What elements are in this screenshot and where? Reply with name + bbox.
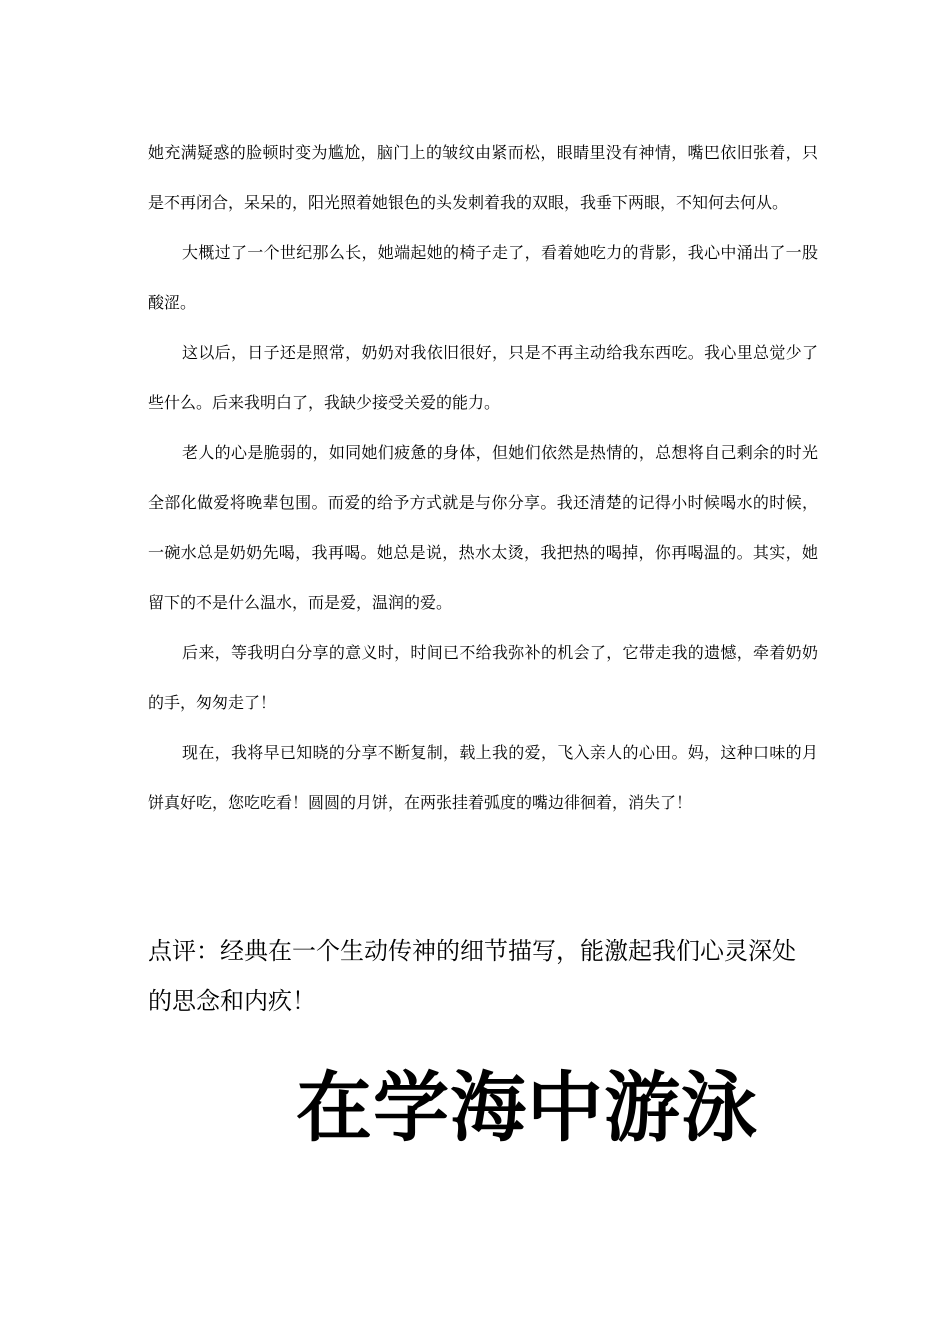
paragraph-4: 老人的心是脆弱的，如同她们疲惫的身体，但她们依然是热情的，总想将自己剩余的时光全部化做爱将晚辈包围。而爱的给予方式就是与你分享。我还清楚的记得小时候喝水的时候，一碗水总是奶奶先喝，我再喝。她总是说，热水太烫，我把热的喝掉，你再喝温的。其实，她留下的不是什么温水，而是爱，温润的爱。 — [148, 443, 818, 612]
essay-body — [148, 128, 818, 828]
section-title: 在学海中游泳 — [296, 1063, 758, 1152]
paragraph-3: 这以后，日子还是照常，奶奶对我依旧很好，只是不再主动给我东西吃。我心里总觉少了些什么。后来我明白了，我缺少接受关爱的能力。 — [148, 343, 818, 412]
review-comment: 点评：经典在一个生动传神的细节描写，能激起我们心灵深处的思念和内疚！ — [148, 937, 796, 1015]
paragraph-1: 她充满疑惑的脸顿时变为尴尬，脑门上的皱纹由紧而松，眼睛里没有神情，嘴巴依旧张着，只是不再闭合，呆呆的，阳光照着她银色的头发刺着我的双眼，我垂下两眼，不知何去何从。 — [148, 143, 818, 212]
paragraph-6: 现在，我将早已知晓的分享不断复制，载上我的爱，飞入亲人的心田。妈，这种口味的月饼真好吃，您吃吃看！圆圆的月饼，在两张挂着弧度的嘴边徘徊着，消失了！ — [148, 743, 818, 812]
paragraph-5: 后来，等我明白分享的意义时，时间已不给我弥补的机会了，它带走我的遗憾，牵着奶奶的手，匆匆走了！ — [148, 643, 818, 712]
paragraph-2: 大概过了一个世纪那么长，她端起她的椅子走了，看着她吃力的背影，我心中涌出了一股酸涩。 — [148, 243, 818, 312]
